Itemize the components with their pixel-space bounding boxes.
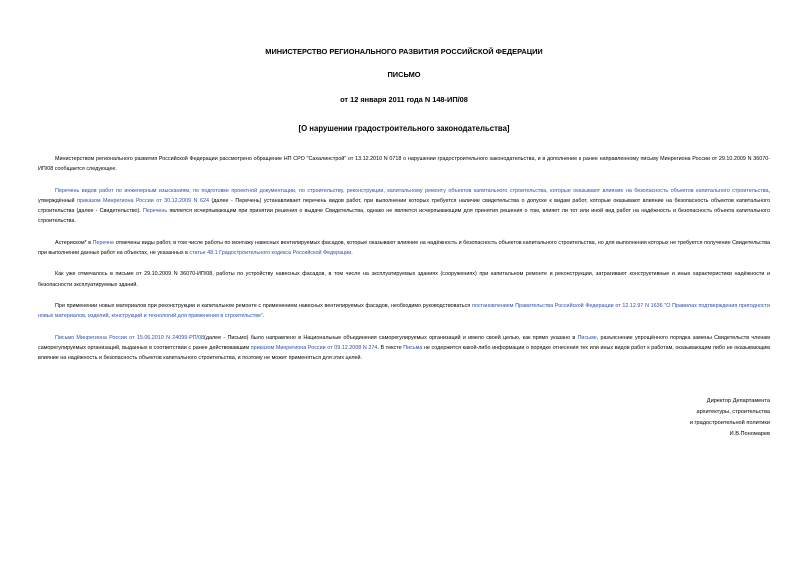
paragraph-5-text-1: При применении новых материалов при реконструкции и капитальном ремонте с применением навесных вентилируемых фасадов, необходимо руководствоваться bbox=[55, 302, 472, 309]
link-letter-24099[interactable]: Письмо Минрегиона России от 15.06.2010 N 24099-РП/08 bbox=[55, 334, 205, 341]
paragraph-6-text-3: . В тексте bbox=[377, 344, 404, 351]
paragraph-6 bbox=[38, 333, 770, 364]
paragraph-3-text-1: Астериском* в bbox=[55, 239, 93, 246]
link-postanovlenie-1636[interactable]: постановлением Правительства Российской Федерации от 12.12.97 N 1636 "О Правилах подтверждения пригодности новых материалов, изделий, конструкций и технологий для применения в строительстве" bbox=[38, 302, 770, 320]
doc-type-title: ПИСЬМО bbox=[387, 70, 421, 79]
link-prikaz-624[interactable]: приказом Минрегиона России от 30.12.2009 N 624 bbox=[77, 197, 209, 204]
link-article-48-1[interactable]: статье 48.1 Градостроительного кодекса Российской Федерации bbox=[189, 250, 352, 257]
paragraph-6-text-4: не содержится какой-либо информации о порядке отнесения тех или иных видов работ к работам, оказывающим либо не оказывающим влияние на надёжность и безопасность объектов капитального строительства, и поэтому не может применяться для этих целей. bbox=[38, 344, 770, 362]
link-pisme[interactable]: Письме bbox=[577, 334, 597, 341]
paragraph-1-text: Министерством регионального развития Российской Федерации рассмотрено обращение НП СРО "Сахалинстрой" от 13.12.2010 N 0718 о нарушении градостроительного законодательства, и в дополнение к ранее направленному письму Минрегиона России от 29.10.2009 N 36070-ИП/08 сообщается следующее. bbox=[38, 156, 770, 173]
paragraph-6-text-1: (далее - Письмо) было направлено в Национальные объединения саморегулируемых организаций и имело своей целью, как прямо указано в bbox=[204, 334, 578, 341]
link-perechen[interactable]: Перечень bbox=[142, 208, 168, 215]
paragraph-2 bbox=[38, 186, 770, 227]
signature-line-3: и градостроительной политики bbox=[689, 420, 770, 426]
link-prikaz-274[interactable]: приказом Минрегиона России от 09.12.2008 N 274 bbox=[250, 344, 378, 351]
link-perechne[interactable]: Перечне bbox=[92, 239, 115, 246]
ministry-title: МИНИСТЕРСТВО РЕГИОНАЛЬНОГО РАЗВИТИЯ РОССИЙСКОЙ ФЕДЕРАЦИИ bbox=[265, 47, 543, 56]
link-perechen-full[interactable]: Перечень видов работ по инженерным изысканиям, по подготовке проектной документации, по строительству, реконструкции, капитальному ремонту объектов капитального строительства, которые оказывают влияние на безопасность объектов капитального строительства bbox=[55, 187, 769, 194]
subject-line: [О нарушении градостроительного законодательства] bbox=[298, 124, 510, 133]
paragraph-2-text-1: , утверждённый bbox=[38, 187, 770, 204]
paragraph-2-text-3: является исчерпывающим при принятии решения о выдаче Свидетельства, однако не является исчерпывающим для принятия решения о том, влияет ли тот или иной вид работ на надёжность и безопасность объекта капитального строительства. bbox=[38, 208, 770, 225]
letter-body bbox=[38, 154, 770, 363]
paragraph-3 bbox=[38, 238, 770, 259]
link-pisma[interactable]: Письма bbox=[403, 344, 423, 351]
paragraph-6-text-2: , разъяснение упрощённого порядка замены Свидетельств членам саморегулируемых организаций, выданных в соответствии с ранее действовавшим bbox=[38, 334, 770, 351]
signature-line-1: Директор Департамента bbox=[706, 398, 770, 404]
paragraph-4 bbox=[38, 269, 770, 290]
paragraph-4-text: Как уже отмечалось в письме от 29.10.2009 N 36070-ИП/08, работы по устройству навесных фасадов, в том числе на эксплуатируемых зданиях (сооружениях) при капитальном ремонте и реконструкции, затрагивают конструктивные и иные характеристики надёжности и безопасности эксплуатируемых зданий. bbox=[38, 271, 770, 288]
signature-name: И.В.Пономарев bbox=[729, 431, 770, 437]
paragraph-1 bbox=[38, 154, 770, 175]
paragraph-2-text-2: (далее - Перечень) устанавливает перечень видов работ, при выполнении которых требуется наличие свидетельства о допуске к видам работ, которые оказывают влияние на безопасность объектов капитального строительства (далее - Свидетельство). bbox=[38, 197, 770, 215]
document-page bbox=[38, 40, 770, 437]
paragraph-3-text-2: отмечены виды работ, в том числе работы по монтажу навесных вентилируемых фасадов, которые оказывают влияние на надёжность и безопасность объектов капитального строительства, но для выполнения которых не требуется получение Свидетельства при выполнении данных работ на объектах, не указанных в bbox=[38, 239, 770, 257]
signature-line-2: архитектуры, строительства bbox=[696, 409, 770, 415]
paragraph-5-text-2: . bbox=[262, 313, 265, 320]
paragraph-5 bbox=[38, 301, 770, 322]
paragraph-3-text-3: . bbox=[351, 250, 353, 257]
date-number-line: от 12 января 2011 года N 148-ИП/08 bbox=[340, 95, 468, 104]
signature-block bbox=[690, 396, 770, 440]
